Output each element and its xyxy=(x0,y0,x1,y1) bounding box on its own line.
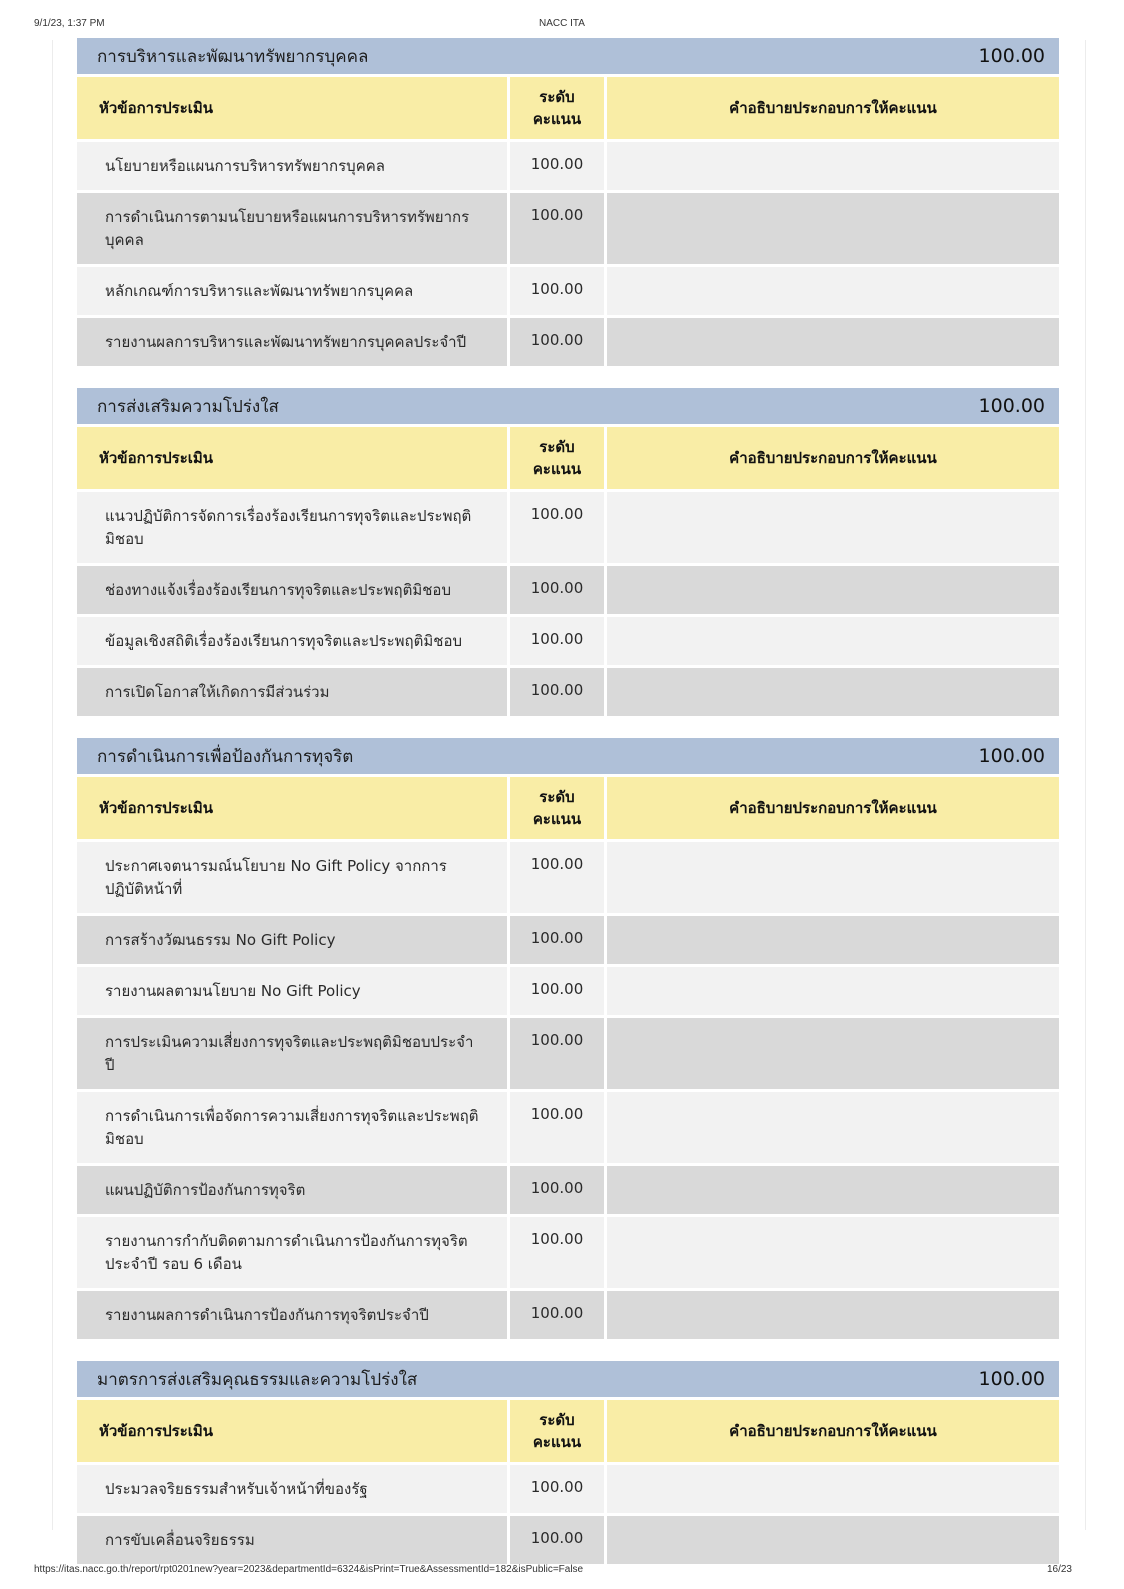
row-topic: การเปิดโอกาสให้เกิดการมีส่วนร่วม xyxy=(77,668,507,716)
column-header-explanation: คำอธิบายประกอบการให้คะแนน xyxy=(607,427,1059,489)
section-header xyxy=(77,1361,1059,1397)
print-datetime: 9/1/23, 1:37 PM xyxy=(34,18,105,29)
row-topic: รายงานผลตามนโยบาย No Gift Policy xyxy=(77,967,507,1015)
row-score: 100.00 xyxy=(510,1516,604,1564)
row-topic: แผนปฏิบัติการป้องกันการทุจริต xyxy=(77,1166,507,1214)
table-header-row xyxy=(77,777,1059,839)
section-score: 100.00 xyxy=(978,395,1045,417)
column-header-topic: หัวข้อการประเมิน xyxy=(77,1400,507,1462)
section-header xyxy=(77,388,1059,424)
row-score: 100.00 xyxy=(510,967,604,1015)
row-score: 100.00 xyxy=(510,1092,604,1163)
table-row xyxy=(77,967,1059,1015)
row-explanation xyxy=(607,916,1059,964)
row-topic: หลักเกณฑ์การบริหารและพัฒนาทรัพยากรบุคคล xyxy=(77,267,507,315)
table-row xyxy=(77,193,1059,264)
row-topic: นโยบายหรือแผนการบริหารทรัพยากรบุคคล xyxy=(77,142,507,190)
row-score: 100.00 xyxy=(510,916,604,964)
assessment-table xyxy=(74,424,1062,719)
row-topic: รายงานการกำกับติดตามการดำเนินการป้องกันการทุจริตประจำปี รอบ 6 เดือน xyxy=(77,1217,507,1288)
table-row xyxy=(77,1291,1059,1339)
section-header xyxy=(77,738,1059,774)
table-header-row xyxy=(77,427,1059,489)
table-row xyxy=(77,492,1059,563)
row-explanation xyxy=(607,1092,1059,1163)
assessment-section xyxy=(77,388,1059,719)
row-explanation xyxy=(607,967,1059,1015)
table-header-row xyxy=(77,1400,1059,1462)
print-url: https://itas.nacc.go.th/report/rpt0201new?year=2023&departmentId=6324&isPrint=True&AssessmentId=182&isPublic=False xyxy=(34,1564,584,1575)
row-score: 100.00 xyxy=(510,1291,604,1339)
row-score: 100.00 xyxy=(510,566,604,614)
assessment-table xyxy=(74,1397,1062,1567)
row-score: 100.00 xyxy=(510,142,604,190)
column-header-explanation: คำอธิบายประกอบการให้คะแนน xyxy=(607,777,1059,839)
column-header-topic: หัวข้อการประเมิน xyxy=(77,77,507,139)
table-row xyxy=(77,318,1059,366)
column-header-topic: หัวข้อการประเมิน xyxy=(77,427,507,489)
assessment-section xyxy=(77,1361,1059,1567)
table-row xyxy=(77,142,1059,190)
column-header-explanation: คำอธิบายประกอบการให้คะแนน xyxy=(607,77,1059,139)
assessment-section xyxy=(77,738,1059,1342)
column-header-topic: หัวข้อการประเมิน xyxy=(77,777,507,839)
row-score: 100.00 xyxy=(510,1018,604,1089)
row-topic: การสร้างวัฒนธรรม No Gift Policy xyxy=(77,916,507,964)
section-title: การดำเนินการเพื่อป้องกันการทุจริต xyxy=(97,746,354,767)
row-score: 100.00 xyxy=(510,492,604,563)
table-row xyxy=(77,668,1059,716)
row-explanation xyxy=(607,668,1059,716)
row-topic: ข้อมูลเชิงสถิติเรื่องร้องเรียนการทุจริตและประพฤติมิชอบ xyxy=(77,617,507,665)
table-row xyxy=(77,1516,1059,1564)
table-row xyxy=(77,1217,1059,1288)
row-topic: ประกาศเจตนารมณ์นโยบาย No Gift Policy จากการปฏิบัติหน้าที่ xyxy=(77,842,507,913)
row-explanation xyxy=(607,842,1059,913)
row-explanation xyxy=(607,1516,1059,1564)
assessment-section xyxy=(77,38,1059,369)
table-row xyxy=(77,842,1059,913)
row-explanation xyxy=(607,1291,1059,1339)
row-topic: แนวปฏิบัติการจัดการเรื่องร้องเรียนการทุจริตและประพฤติมิชอบ xyxy=(77,492,507,563)
column-header-score-level: ระดับ คะแนน xyxy=(510,1400,604,1462)
row-topic: การดำเนินการตามนโยบายหรือแผนการบริหารทรัพยากรบุคคล xyxy=(77,193,507,264)
table-row xyxy=(77,566,1059,614)
row-explanation xyxy=(607,492,1059,563)
row-topic: การขับเคลื่อนจริยธรรม xyxy=(77,1516,507,1564)
row-explanation xyxy=(607,1465,1059,1513)
row-topic: รายงานผลการบริหารและพัฒนาทรัพยากรบุคคลประจำปี xyxy=(77,318,507,366)
row-score: 100.00 xyxy=(510,267,604,315)
column-header-score-level: ระดับ คะแนน xyxy=(510,427,604,489)
table-row xyxy=(77,916,1059,964)
table-row xyxy=(77,1465,1059,1513)
section-title: การบริหารและพัฒนาทรัพยากรบุคคล xyxy=(97,46,369,67)
row-score: 100.00 xyxy=(510,617,604,665)
row-score: 100.00 xyxy=(510,1217,604,1288)
table-row xyxy=(77,1018,1059,1089)
row-topic: ประมวลจริยธรรมสำหรับเจ้าหน้าที่ของรัฐ xyxy=(77,1465,507,1513)
row-score: 100.00 xyxy=(510,318,604,366)
print-header xyxy=(0,18,1124,32)
section-score: 100.00 xyxy=(978,745,1045,767)
print-footer xyxy=(0,1564,1124,1578)
row-score: 100.00 xyxy=(510,842,604,913)
row-score: 100.00 xyxy=(510,193,604,264)
column-header-explanation: คำอธิบายประกอบการให้คะแนน xyxy=(607,1400,1059,1462)
row-topic: การประเมินความเสี่ยงการทุจริตและประพฤติมิชอบประจำปี xyxy=(77,1018,507,1089)
row-topic: การดำเนินการเพื่อจัดการความเสี่ยงการทุจริตและประพฤติมิชอบ xyxy=(77,1092,507,1163)
row-score: 100.00 xyxy=(510,1166,604,1214)
row-explanation xyxy=(607,1166,1059,1214)
print-page-number: 16/23 xyxy=(1046,1564,1072,1575)
section-score: 100.00 xyxy=(978,45,1045,67)
section-title: มาตรการส่งเสริมคุณธรรมและความโปร่งใส xyxy=(97,1369,418,1390)
section-header xyxy=(77,38,1059,74)
row-explanation xyxy=(607,566,1059,614)
assessment-sections xyxy=(77,38,1059,1586)
row-explanation xyxy=(607,617,1059,665)
table-row xyxy=(77,617,1059,665)
print-title: NACC ITA xyxy=(539,18,585,29)
table-row xyxy=(77,1166,1059,1214)
table-row xyxy=(77,267,1059,315)
assessment-table xyxy=(74,774,1062,1342)
row-topic: รายงานผลการดำเนินการป้องกันการทุจริตประจำปี xyxy=(77,1291,507,1339)
table-header-row xyxy=(77,77,1059,139)
row-explanation xyxy=(607,1217,1059,1288)
row-topic: ช่องทางแจ้งเรื่องร้องเรียนการทุจริตและประพฤติมิชอบ xyxy=(77,566,507,614)
column-header-score-level: ระดับ คะแนน xyxy=(510,777,604,839)
row-explanation xyxy=(607,193,1059,264)
column-header-score-level: ระดับ คะแนน xyxy=(510,77,604,139)
row-explanation xyxy=(607,267,1059,315)
table-row xyxy=(77,1092,1059,1163)
row-score: 100.00 xyxy=(510,1465,604,1513)
row-explanation xyxy=(607,142,1059,190)
row-explanation xyxy=(607,1018,1059,1089)
row-explanation xyxy=(607,318,1059,366)
assessment-table xyxy=(74,74,1062,369)
section-title: การส่งเสริมความโปร่งใส xyxy=(97,396,279,417)
row-score: 100.00 xyxy=(510,668,604,716)
section-score: 100.00 xyxy=(978,1368,1045,1390)
